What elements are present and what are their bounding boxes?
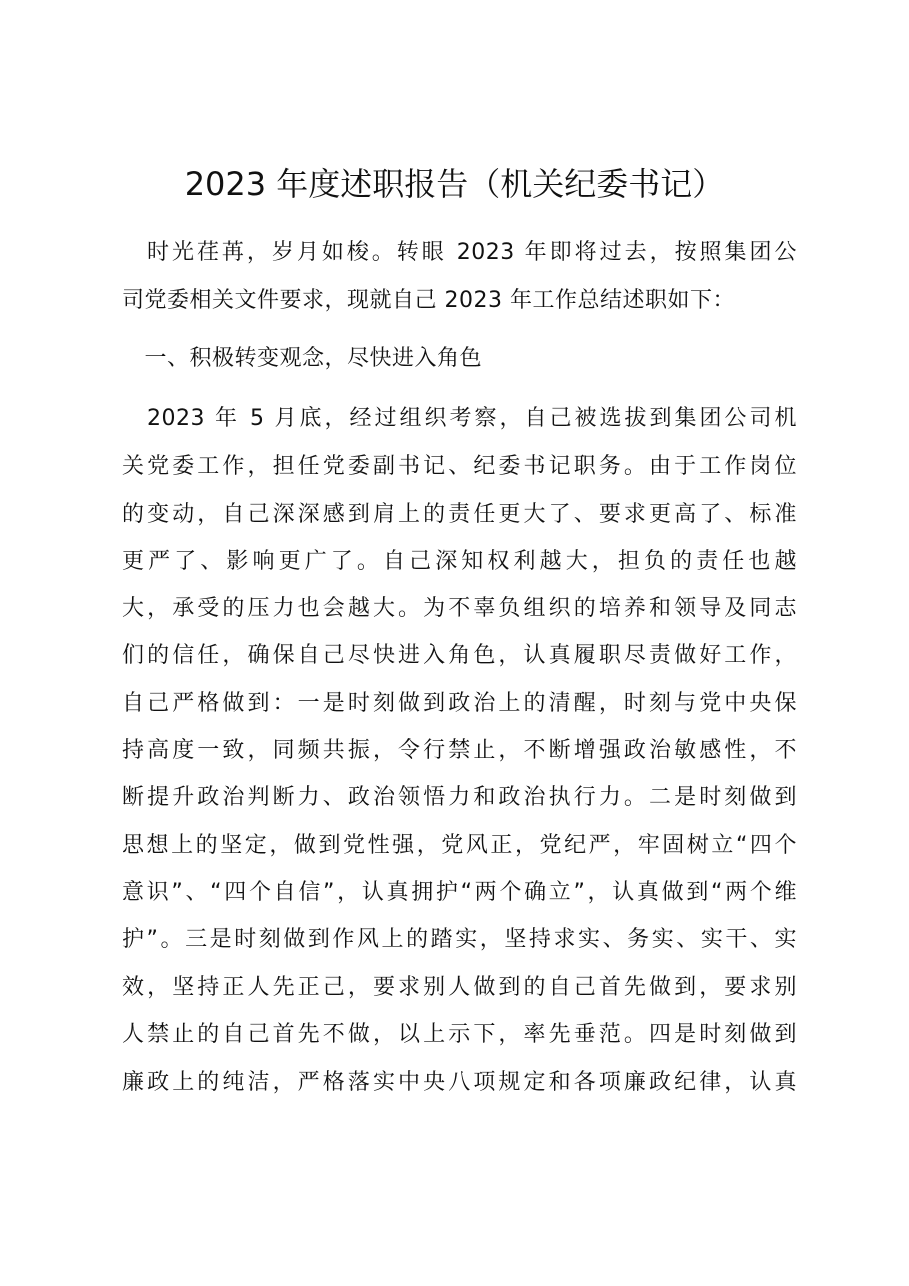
paragraph-line: 2023 年 5 月底，经过组织考察，自己被选拔到集团公司机 — [122, 406, 797, 431]
paragraph-line: 持高度一致，同频共振，令行禁止，不断增强政治敏感性，不 — [122, 738, 797, 763]
paragraph-line: 更严了、影响更广了。自己深知权利越大，担负的责任也越 — [122, 549, 797, 574]
paragraph-line: 人禁止的自己首先不做，以上示下，率先垂范。四是时刻做到 — [122, 1022, 797, 1047]
paragraph-line: 意识”、“四个自信”，认真拥护“两个确立”，认真做到“两个维 — [122, 880, 797, 905]
paragraph-line: 思想上的坚定，做到党性强，党风正，党纪严，牢固树立“四个 — [122, 833, 797, 858]
paragraph-line: 关党委工作，担任党委副书记、纪委书记职务。由于工作岗位 — [122, 454, 797, 479]
paragraph-line: 大，承受的压力也会越大。为不辜负组织的培养和领导及同志 — [122, 596, 797, 621]
paragraph-line: 的变动，自己深深感到肩上的责任更大了、要求更高了、标准 — [122, 502, 797, 527]
paragraph-line: 时光荏苒，岁月如梭。转眼 2023 年即将过去，按照集团公 — [122, 240, 797, 265]
paragraph-line: 效，坚持正人先正己，要求别人做到的自己首先做到，要求别 — [122, 975, 797, 1000]
paragraph-line: 自己严格做到：一是时刻做到政治上的清醒，时刻与党中央保 — [122, 691, 797, 716]
document-title: 2023 年度述职报告（机关纪委书记） — [184, 165, 725, 203]
paragraph-line: 断提升政治判断力、政治领悟力和政治执行力。二是时刻做到 — [122, 785, 797, 810]
section-heading: 一、积极转变观念，尽快进入角色 — [122, 346, 483, 371]
paragraph-line: 司党委相关文件要求，现就自己 2023 年工作总结述职如下： — [122, 288, 735, 313]
paragraph-line: 廉政上的纯洁，严格落实中央八项规定和各项廉政纪律，认真 — [122, 1070, 797, 1095]
paragraph-line: 护”。三是时刻做到作风上的踏实，坚持求实、务实、实干、实 — [122, 927, 797, 952]
paragraph-line: 们的信任，确保自己尽快进入角色，认真履职尽责做好工作， — [122, 643, 797, 668]
